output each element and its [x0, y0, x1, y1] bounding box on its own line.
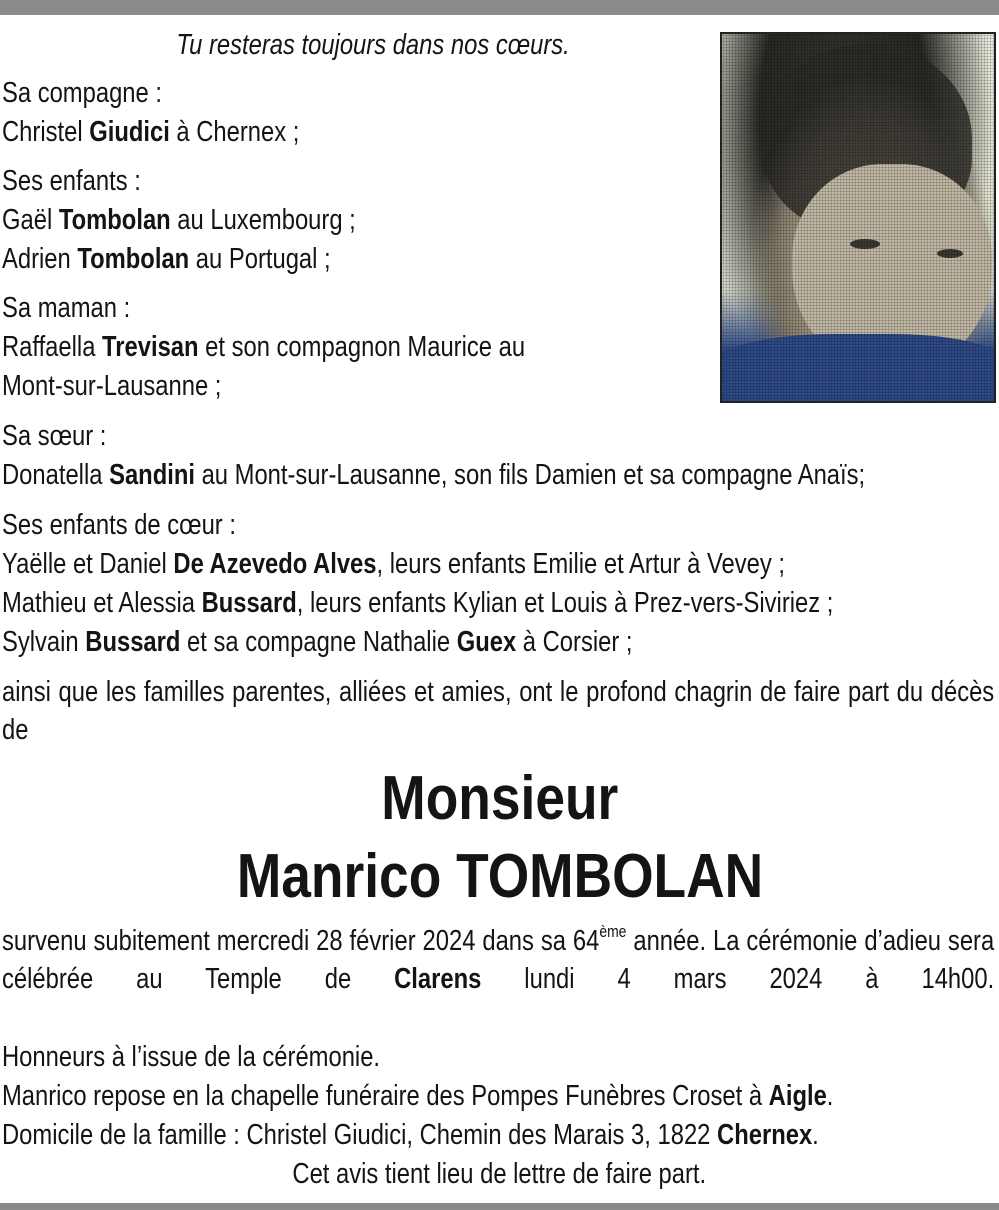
sister-heading: Sa sœur :: [2, 420, 107, 452]
deceased-name: Manrico TOMBOLAN: [236, 842, 763, 911]
child-line: Adrien Tombolan au Portugal ;: [2, 243, 331, 275]
title-monsieur: Monsieur: [380, 764, 619, 833]
mother-heading: Sa maman :: [2, 292, 131, 324]
bottom-rule: [0, 1203, 999, 1210]
heart-children-heading: Ses enfants de cœur :: [2, 509, 236, 541]
mother-line-2: Mont-sur-Lausanne ;: [2, 370, 222, 402]
heart-child-line: Mathieu et Alessia Bussard, leurs enfants Kylian et Louis à Prez-vers-Siviriez ;: [2, 587, 834, 619]
heart-child-line: Yaëlle et Daniel De Azevedo Alves, leurs enfants Emilie et Artur à Vevey ;: [2, 548, 785, 580]
motto: Tu resteras toujours dans nos cœurs.: [176, 29, 570, 61]
heart-child-line: Sylvain Bussard et sa compagne Nathalie Guex à Corsier ;: [2, 626, 633, 658]
child-line: Gaël Tombolan au Luxembourg ;: [2, 204, 356, 236]
top-rule: [0, 0, 999, 15]
closing-line: Cet avis tient lieu de lettre de faire part.: [292, 1158, 707, 1190]
partner-heading: Sa compagne :: [2, 77, 162, 109]
partner-line: Christel Giudici à Chernex ;: [2, 116, 300, 148]
death-paragraph: survenu subitement mercredi 28 février 2024 dans sa 64ème année. La cérémonie d’adieu sera célébrée au Temple de Clarens lundi 4 mars 2024 à 14h00.: [2, 922, 995, 995]
domicile-line: Domicile de la famille : Christel Giudici, Chemin des Marais 3, 1822 Chernex.: [2, 1119, 819, 1151]
families-paragraph: ainsi que les familles parentes, alliées et amies, ont le profond chagrin de faire part du décès de: [2, 676, 995, 746]
deceased-portrait: [720, 32, 996, 403]
honours-line: Honneurs à l’issue de la cérémonie.: [2, 1041, 381, 1073]
mother-line: Raffaella Trevisan et son compagnon Maurice au: [2, 331, 526, 363]
repose-line: Manrico repose en la chapelle funéraire des Pompes Funèbres Croset à Aigle.: [2, 1080, 834, 1112]
sister-line: Donatella Sandini au Mont-sur-Lausanne, son fils Damien et sa compagne Anaïs;: [2, 459, 866, 491]
children-heading: Ses enfants :: [2, 165, 141, 197]
